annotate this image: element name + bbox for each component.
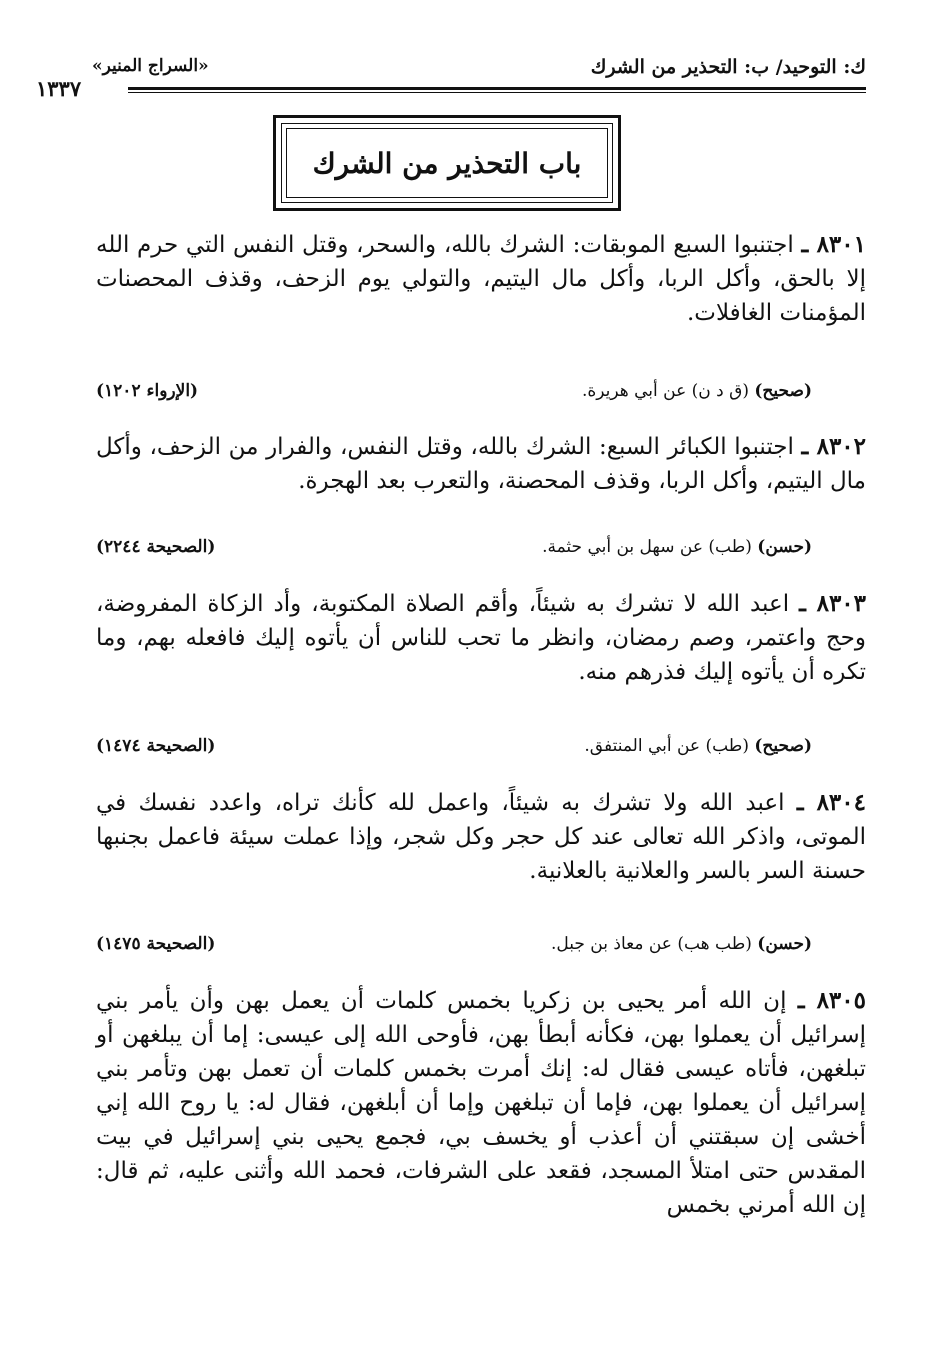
hadith-text: إن الله أمر يحيى بن زكريا بخمس كلمات أن يعمل بهن وأن يأمر بني إسرائيل أن يعملوا بهن، فكأنه أبطأ بهن، فأوحى الله إلى عيسى: إما أن يبلغهن أو تبلغهن، فأتاه عيسى فقال له: إنك أمرت بخمس كلمات أن تعمل بهن وتأمر بني إسرائيل أن يعملوا بهن، فإما أن تبلغهن وإما أن أبلغهن، فقال له: يا روح الله إني أخشى إن سبقتني أن أعذب أو يخسف بي، فجمع يحيى بني إسرائيل في بيت المقدس حتى امتلأ المسجد، فقعد على الشرفات، فحمد الله وأثنى عليه، ثم قال: إن الله أمرني بخمس [96, 988, 866, 1218]
hadith-entry [96, 786, 866, 888]
title-frame-inner2 [286, 128, 608, 198]
grade-and-source [542, 537, 812, 557]
hadith-number: ٨٣٠٥ ـ [797, 987, 866, 1014]
hadith-source: (طب) عن أبي المنتفق. [584, 736, 749, 756]
chapter-title: باب التحذير من الشرك [312, 146, 582, 180]
hadith-reference: (الصحيحة ١٤٧٥) [96, 934, 216, 954]
header-rule-thin [128, 92, 866, 93]
hadith-entry [96, 228, 866, 330]
hadith-source-line [96, 934, 812, 964]
hadith-number: ٨٣٠١ ـ [801, 231, 866, 258]
hadith-number: ٨٣٠٣ ـ [799, 590, 867, 617]
hadith-number: ٨٣٠٢ ـ [801, 433, 867, 460]
hadith-source-line [96, 537, 812, 567]
chapter-reference: ك: التوحيد/ ب: التحذير من الشرك [590, 56, 866, 78]
hadith-text: اجتنبوا السبع الموبقات: الشرك بالله، والسحر، وقتل النفس التي حرم الله إلا بالحق، وأكل الربا، وأكل مال اليتيم، والتولي يوم الزحف، وقذف المحصنات المؤمنات الغافلات. [96, 232, 866, 326]
hadith-grade: (صحيح) [754, 736, 812, 756]
title-frame-inner [281, 123, 613, 203]
hadith-source: (ق د ن) عن أبي هريرة. [581, 381, 749, 401]
header-rule [128, 87, 866, 90]
hadith-entry [96, 587, 866, 689]
hadith-entry [96, 430, 866, 498]
hadith-source-line [96, 736, 812, 766]
hadith-entry [96, 984, 866, 1222]
chapter-title-frame [273, 115, 621, 211]
grade-and-source [582, 381, 812, 401]
hadith-reference: (الإرواء ١٢٠٢) [96, 381, 199, 401]
hadith-number: ٨٣٠٤ ـ [796, 789, 866, 816]
hadith-text: اجتنبوا الكبائر السبع: الشرك بالله، وقتل النفس، والفرار من الزحف، وأكل مال اليتيم، وأكل الربا، وقذف المحصنة، والتعرب بعد الهجرة. [96, 434, 866, 494]
hadith-source: (طب) عن سهل بن أبي حثمة. [542, 537, 752, 557]
grade-and-source [584, 736, 812, 756]
grade-and-source [551, 934, 812, 954]
running-header [36, 56, 866, 101]
hadith-reference: (الصحيحة ٢٢٤٤) [96, 537, 216, 557]
hadith-grade: (حسن) [757, 934, 812, 954]
hadith-source-line [96, 381, 812, 411]
hadith-grade: (صحيح) [754, 381, 812, 401]
hadith-text: اعبد الله ولا تشرك به شيئاً، واعمل لله كأنك تراه، واعدد نفسك في الموتى، واذكر الله تعالى عند كل حجر وكل شجر، وإذا عملت سيئة فاعمل بجنبها حسنة السر بالسر والعلانية بالعلانية. [96, 790, 866, 884]
hadith-source: (طب هب) عن معاذ بن جبل. [550, 934, 752, 954]
book-name: «السراج المنير» [92, 56, 209, 76]
hadith-grade: (حسن) [757, 537, 812, 557]
page-number: ١٣٣٧ [36, 76, 82, 101]
hadith-text: اعبد الله لا تشرك به شيئاً، وأقم الصلاة المكتوبة، وأد الزكاة المفروضة، وحج واعتمر، وصم رمضان، وانظر ما تحب للناس أن يأتوه إليك فافعله بهم، وما تكره أن يأتوه إليك فذرهم منه. [96, 591, 866, 685]
hadith-reference: (الصحيحة ١٤٧٤) [96, 736, 216, 756]
